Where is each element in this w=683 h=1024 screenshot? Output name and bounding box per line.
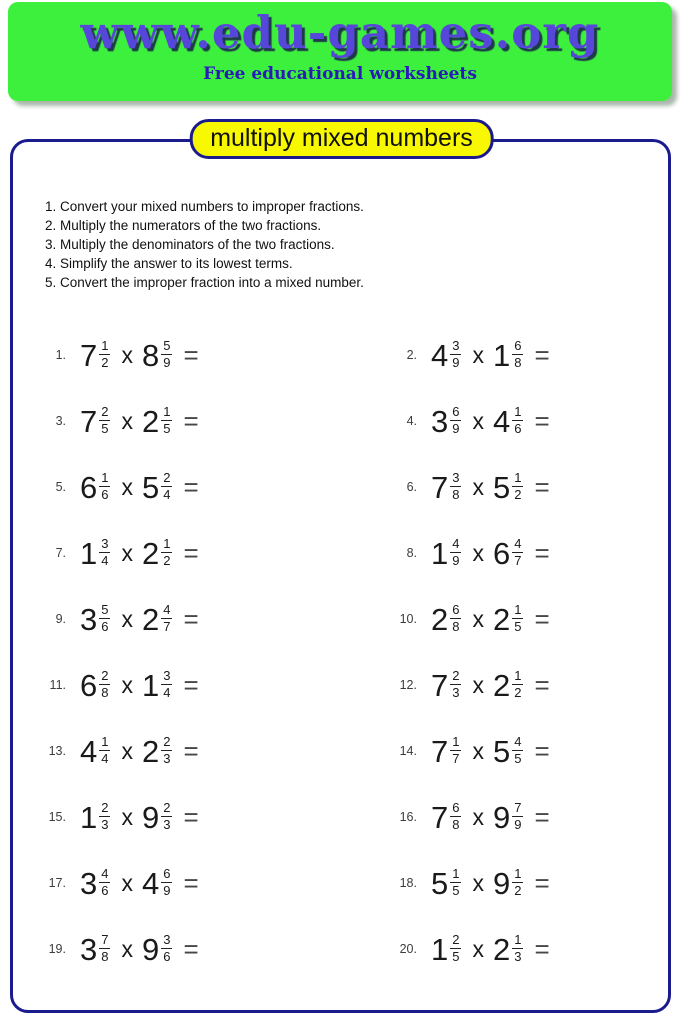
- problem-row: [34, 799, 385, 835]
- second-fraction-denominator: 8: [514, 354, 522, 370]
- problem-row: [34, 865, 385, 901]
- site-banner: [8, 2, 672, 101]
- problem-number: 6.: [406, 480, 417, 494]
- second-whole-number: 9: [141, 931, 160, 967]
- problem-number: 4.: [406, 414, 417, 428]
- problem-expression: [80, 601, 199, 637]
- equals-sign: =: [183, 670, 199, 700]
- first-fraction-denominator: 6: [101, 618, 109, 634]
- second-whole-number: 5: [492, 733, 511, 769]
- second-fraction: [512, 735, 523, 765]
- multiply-sign: x: [472, 407, 484, 434]
- problem-number: 9.: [55, 612, 66, 626]
- problem-expression: [80, 865, 199, 901]
- problem-row: [34, 667, 385, 703]
- problem-row: [34, 337, 385, 373]
- second-fraction: [512, 537, 523, 567]
- second-whole-number: 5: [492, 469, 511, 505]
- second-fraction-denominator: 2: [514, 486, 522, 502]
- first-fraction: [99, 471, 110, 501]
- second-whole-number: 1: [141, 667, 160, 703]
- first-fraction-numerator: 2: [101, 799, 109, 815]
- multiply-sign: x: [472, 473, 484, 500]
- second-fraction-denominator: 9: [163, 354, 171, 370]
- worksheet-box: [10, 139, 671, 1013]
- first-fraction: [99, 669, 110, 699]
- equals-sign: =: [534, 670, 550, 700]
- problem-number: 3.: [55, 414, 66, 428]
- equals-sign: =: [534, 802, 550, 832]
- second-fraction-numerator: 2: [163, 733, 171, 749]
- multiply-sign: x: [472, 671, 484, 698]
- first-whole-number: 1: [80, 535, 98, 571]
- first-whole-number: 7: [431, 733, 449, 769]
- multiply-sign: x: [121, 803, 133, 830]
- second-whole-number: 9: [492, 799, 511, 835]
- first-fraction: [99, 735, 110, 765]
- first-fraction-numerator: 2: [101, 667, 109, 683]
- first-whole-number: 7: [80, 403, 98, 439]
- problem-row: [385, 931, 668, 967]
- first-whole-number: 6: [80, 667, 98, 703]
- multiply-sign: x: [121, 935, 133, 962]
- second-fraction: [161, 537, 172, 567]
- first-whole-number: 5: [431, 865, 449, 901]
- second-fraction: [161, 867, 172, 897]
- problem-number: 14.: [399, 744, 417, 758]
- second-fraction: [161, 339, 172, 369]
- first-fraction-numerator: 1: [452, 733, 460, 749]
- first-fraction: [450, 669, 461, 699]
- multiply-sign: x: [121, 539, 133, 566]
- problem-number: 20.: [399, 942, 417, 956]
- equals-sign: =: [534, 538, 550, 568]
- second-whole-number: 2: [492, 601, 511, 637]
- multiply-sign: x: [472, 605, 484, 632]
- problem-number: 12.: [399, 678, 417, 692]
- multiply-sign: x: [121, 671, 133, 698]
- problem-number: 1.: [55, 348, 66, 362]
- second-fraction-numerator: 1: [514, 667, 522, 683]
- problem-expression: [431, 535, 550, 571]
- problem-expression: [431, 337, 550, 373]
- first-fraction-denominator: 6: [101, 486, 109, 502]
- second-fraction: [161, 669, 172, 699]
- second-fraction-numerator: 1: [514, 931, 522, 947]
- second-fraction-numerator: 1: [514, 601, 522, 617]
- first-fraction: [99, 405, 110, 435]
- problem-expression: [431, 733, 550, 769]
- first-fraction-denominator: 4: [101, 750, 109, 766]
- second-whole-number: 8: [141, 337, 160, 373]
- site-title: www.edu-games.org: [80, 6, 600, 59]
- equals-sign: =: [183, 868, 199, 898]
- problem-number: 5.: [55, 480, 66, 494]
- first-fraction-numerator: 3: [101, 535, 109, 551]
- first-whole-number: 7: [80, 337, 98, 373]
- second-fraction: [512, 669, 523, 699]
- problem-number: 17.: [48, 876, 66, 890]
- problem-expression: [431, 601, 550, 637]
- problem-row: [34, 931, 385, 967]
- second-fraction-denominator: 5: [514, 618, 522, 634]
- second-whole-number: 2: [492, 931, 511, 967]
- equals-sign: =: [183, 538, 199, 568]
- problem-expression: [80, 799, 199, 835]
- first-fraction-numerator: 1: [101, 733, 109, 749]
- first-whole-number: 7: [431, 469, 449, 505]
- second-whole-number: 2: [492, 667, 511, 703]
- second-fraction: [512, 339, 523, 369]
- second-fraction-numerator: 1: [514, 469, 522, 485]
- equals-sign: =: [183, 604, 199, 634]
- first-fraction-numerator: 2: [452, 667, 460, 683]
- problem-row: [34, 601, 385, 637]
- multiply-sign: x: [472, 869, 484, 896]
- second-fraction: [512, 867, 523, 897]
- problem-expression: [80, 931, 199, 967]
- first-fraction: [99, 801, 110, 831]
- first-fraction: [99, 603, 110, 633]
- equals-sign: =: [183, 802, 199, 832]
- second-fraction-denominator: 7: [163, 618, 171, 634]
- first-fraction-numerator: 7: [101, 931, 109, 947]
- second-fraction-numerator: 4: [514, 733, 522, 749]
- problem-expression: [80, 403, 199, 439]
- problem-number: 2.: [406, 348, 417, 362]
- instruction-item: 4. Simplify the answer to its lowest terms.: [45, 256, 293, 271]
- second-whole-number: 2: [141, 601, 160, 637]
- equals-sign: =: [183, 472, 199, 502]
- second-fraction: [161, 933, 172, 963]
- second-fraction-numerator: 3: [163, 931, 171, 947]
- first-fraction-denominator: 9: [452, 354, 460, 370]
- second-whole-number: 9: [492, 865, 511, 901]
- second-fraction-denominator: 5: [514, 750, 522, 766]
- second-fraction-denominator: 9: [514, 816, 522, 832]
- multiply-sign: x: [472, 341, 484, 368]
- second-fraction-denominator: 4: [163, 486, 171, 502]
- problem-row: [385, 667, 668, 703]
- instructions-list: [45, 197, 668, 292]
- problem-expression: [80, 733, 199, 769]
- equals-sign: =: [183, 736, 199, 766]
- second-whole-number: 4: [141, 865, 160, 901]
- multiply-sign: x: [472, 737, 484, 764]
- first-fraction-denominator: 8: [452, 486, 460, 502]
- problem-expression: [80, 535, 199, 571]
- problem-number: 7.: [55, 546, 66, 560]
- problem-number: 16.: [399, 810, 417, 824]
- first-fraction-denominator: 8: [452, 816, 460, 832]
- equals-sign: =: [534, 340, 550, 370]
- first-fraction-numerator: 1: [101, 337, 109, 353]
- problem-row: [34, 535, 385, 571]
- second-fraction: [512, 801, 523, 831]
- first-fraction: [450, 405, 461, 435]
- problem-number: 19.: [48, 942, 66, 956]
- multiply-sign: x: [472, 539, 484, 566]
- first-fraction-numerator: 3: [452, 469, 460, 485]
- problem-number: 18.: [399, 876, 417, 890]
- problem-expression: [80, 667, 199, 703]
- second-fraction-denominator: 3: [163, 750, 171, 766]
- second-fraction-denominator: 4: [163, 684, 171, 700]
- first-fraction-denominator: 8: [101, 948, 109, 964]
- second-fraction-numerator: 1: [514, 865, 522, 881]
- first-fraction-numerator: 1: [452, 865, 460, 881]
- worksheet-title: multiply mixed numbers: [189, 119, 494, 159]
- first-whole-number: 7: [431, 667, 449, 703]
- problem-number: 15.: [48, 810, 66, 824]
- first-fraction: [450, 735, 461, 765]
- first-fraction-denominator: 4: [101, 552, 109, 568]
- first-fraction-denominator: 3: [101, 816, 109, 832]
- problem-expression: [431, 469, 550, 505]
- second-fraction-denominator: 2: [514, 684, 522, 700]
- problem-row: [34, 403, 385, 439]
- equals-sign: =: [534, 472, 550, 502]
- problem-row: [385, 733, 668, 769]
- problem-expression: [431, 931, 550, 967]
- first-fraction-denominator: 2: [101, 354, 109, 370]
- second-fraction-denominator: 6: [163, 948, 171, 964]
- second-whole-number: 1: [492, 337, 511, 373]
- equals-sign: =: [534, 604, 550, 634]
- second-whole-number: 4: [492, 403, 511, 439]
- first-whole-number: 3: [80, 865, 98, 901]
- first-fraction-denominator: 5: [452, 948, 460, 964]
- first-whole-number: 3: [80, 931, 98, 967]
- second-fraction-numerator: 2: [163, 799, 171, 815]
- first-fraction-numerator: 2: [452, 931, 460, 947]
- first-whole-number: 1: [80, 799, 98, 835]
- second-whole-number: 2: [141, 403, 160, 439]
- problem-expression: [431, 865, 550, 901]
- problem-row: [385, 469, 668, 505]
- first-fraction: [450, 801, 461, 831]
- second-whole-number: 2: [141, 535, 160, 571]
- first-fraction-denominator: 3: [452, 684, 460, 700]
- second-fraction: [161, 471, 172, 501]
- first-fraction: [99, 867, 110, 897]
- problem-row: [34, 469, 385, 505]
- multiply-sign: x: [121, 341, 133, 368]
- instruction-item: 1. Convert your mixed numbers to improper fractions.: [45, 199, 364, 214]
- first-whole-number: 4: [431, 337, 449, 373]
- first-fraction-denominator: 6: [101, 882, 109, 898]
- second-fraction-numerator: 1: [514, 403, 522, 419]
- problem-row: [385, 403, 668, 439]
- site-tagline: Free educational worksheets: [203, 64, 477, 84]
- first-fraction-denominator: 5: [101, 420, 109, 436]
- second-fraction-denominator: 7: [514, 552, 522, 568]
- second-fraction: [161, 603, 172, 633]
- second-fraction-denominator: 2: [514, 882, 522, 898]
- instruction-item: 5. Convert the improper fraction into a mixed number.: [45, 275, 364, 290]
- second-fraction-numerator: 2: [163, 469, 171, 485]
- second-fraction-numerator: 3: [163, 667, 171, 683]
- multiply-sign: x: [472, 803, 484, 830]
- problem-number: 10.: [399, 612, 417, 626]
- first-whole-number: 3: [431, 403, 449, 439]
- second-whole-number: 5: [141, 469, 160, 505]
- first-fraction-numerator: 1: [101, 469, 109, 485]
- problem-row: [385, 799, 668, 835]
- first-fraction-denominator: 5: [452, 882, 460, 898]
- problem-expression: [80, 469, 199, 505]
- first-whole-number: 1: [431, 535, 449, 571]
- first-fraction-numerator: 5: [101, 601, 109, 617]
- multiply-sign: x: [121, 869, 133, 896]
- multiply-sign: x: [121, 473, 133, 500]
- second-fraction: [512, 603, 523, 633]
- problem-row: [385, 601, 668, 637]
- first-fraction-denominator: 9: [452, 552, 460, 568]
- second-fraction-denominator: 2: [163, 552, 171, 568]
- first-fraction: [450, 603, 461, 633]
- first-fraction: [99, 339, 110, 369]
- second-fraction: [512, 471, 523, 501]
- equals-sign: =: [534, 868, 550, 898]
- multiply-sign: x: [121, 605, 133, 632]
- first-fraction-numerator: 6: [452, 403, 460, 419]
- second-fraction: [161, 735, 172, 765]
- problem-expression: [431, 403, 550, 439]
- second-fraction-numerator: 7: [514, 799, 522, 815]
- first-whole-number: 3: [80, 601, 98, 637]
- second-fraction-numerator: 6: [163, 865, 171, 881]
- first-whole-number: 1: [431, 931, 449, 967]
- first-fraction: [450, 471, 461, 501]
- problem-expression: [431, 799, 550, 835]
- second-fraction-denominator: 3: [163, 816, 171, 832]
- first-fraction-denominator: 8: [452, 618, 460, 634]
- first-whole-number: 4: [80, 733, 98, 769]
- first-fraction-denominator: 9: [452, 420, 460, 436]
- first-fraction: [99, 933, 110, 963]
- second-whole-number: 2: [141, 733, 160, 769]
- second-whole-number: 9: [141, 799, 160, 835]
- second-whole-number: 6: [492, 535, 511, 571]
- first-fraction-numerator: 6: [452, 601, 460, 617]
- second-fraction-numerator: 4: [163, 601, 171, 617]
- multiply-sign: x: [121, 737, 133, 764]
- first-fraction: [450, 933, 461, 963]
- equals-sign: =: [534, 934, 550, 964]
- multiply-sign: x: [472, 935, 484, 962]
- second-fraction-numerator: 6: [514, 337, 522, 353]
- equals-sign: =: [534, 406, 550, 436]
- first-fraction-numerator: 4: [452, 535, 460, 551]
- first-fraction-numerator: 6: [452, 799, 460, 815]
- second-fraction: [512, 933, 523, 963]
- second-fraction: [161, 801, 172, 831]
- equals-sign: =: [183, 934, 199, 964]
- second-fraction-denominator: 6: [514, 420, 522, 436]
- second-fraction-numerator: 5: [163, 337, 171, 353]
- problem-number: 13.: [48, 744, 66, 758]
- problem-row: [385, 865, 668, 901]
- equals-sign: =: [183, 406, 199, 436]
- first-fraction-denominator: 7: [452, 750, 460, 766]
- problems-grid: [34, 322, 668, 982]
- problem-row: [385, 535, 668, 571]
- equals-sign: =: [183, 340, 199, 370]
- first-fraction-denominator: 8: [101, 684, 109, 700]
- second-fraction: [512, 405, 523, 435]
- first-whole-number: 7: [431, 799, 449, 835]
- problem-expression: [80, 337, 199, 373]
- second-fraction-denominator: 5: [163, 420, 171, 436]
- second-fraction-numerator: 1: [163, 403, 171, 419]
- multiply-sign: x: [121, 407, 133, 434]
- second-fraction-numerator: 1: [163, 535, 171, 551]
- second-fraction: [161, 405, 172, 435]
- problem-number: 11.: [49, 678, 66, 692]
- first-fraction: [450, 867, 461, 897]
- second-fraction-denominator: 3: [514, 948, 522, 964]
- first-fraction-numerator: 2: [101, 403, 109, 419]
- first-fraction: [450, 537, 461, 567]
- equals-sign: =: [534, 736, 550, 766]
- first-whole-number: 6: [80, 469, 98, 505]
- problem-number: 8.: [406, 546, 417, 560]
- first-fraction-numerator: 4: [101, 865, 109, 881]
- second-fraction-numerator: 4: [514, 535, 522, 551]
- problem-expression: [431, 667, 550, 703]
- instruction-item: 3. Multiply the denominators of the two fractions.: [45, 237, 335, 252]
- instruction-item: 2. Multiply the numerators of the two fractions.: [45, 218, 322, 233]
- first-fraction: [99, 537, 110, 567]
- first-fraction: [450, 339, 461, 369]
- first-whole-number: 2: [431, 601, 449, 637]
- problem-row: [34, 733, 385, 769]
- problem-row: [385, 337, 668, 373]
- second-fraction-denominator: 9: [163, 882, 171, 898]
- first-fraction-numerator: 3: [452, 337, 460, 353]
